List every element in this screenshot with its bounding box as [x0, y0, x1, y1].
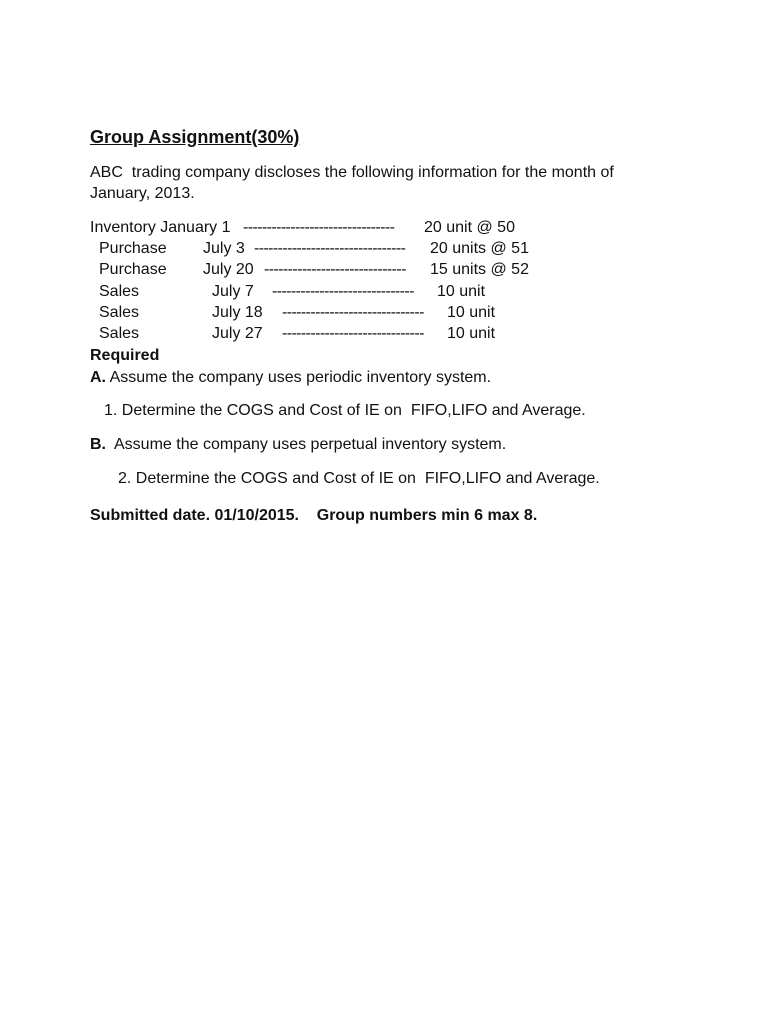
- inventory-row-label: Inventory January 1: [90, 219, 231, 236]
- inventory-row-dashes: ------------------------------: [282, 304, 424, 321]
- question-item-1: 1. Determine the COGS and Cost of IE on FIFO,LIFO and Average.: [104, 402, 586, 419]
- inventory-row-date: July 7: [212, 283, 254, 300]
- inventory-row-label: Sales: [99, 304, 140, 321]
- part-b-text: Assume the company uses perpetual inventory system.: [106, 436, 507, 453]
- part-a-letter: A.: [90, 369, 106, 386]
- inventory-row-date: July 18: [212, 304, 263, 321]
- inventory-row-value: 10 unit: [437, 283, 486, 300]
- inventory-row-dashes: ------------------------------: [264, 261, 406, 278]
- part-a-line: [90, 367, 491, 388]
- inventory-row-dashes: ------------------------------: [282, 325, 424, 342]
- inventory-row-value: 15 units @ 52: [430, 261, 529, 278]
- inventory-row-date: July 20: [203, 261, 254, 278]
- inventory-row-label: Purchase: [99, 261, 167, 278]
- intro-text-line-2: January, 2013.: [90, 185, 195, 202]
- intro-text-line-1: ABC trading company discloses the following information for the month of: [90, 164, 614, 181]
- question-item-2: 2. Determine the COGS and Cost of IE on FIFO,LIFO and Average.: [118, 470, 600, 487]
- inventory-row-label: Sales: [99, 283, 140, 300]
- inventory-row-date: July 3: [203, 240, 245, 257]
- inventory-row-dashes: ------------------------------: [272, 283, 414, 300]
- part-b-line: [90, 434, 506, 455]
- part-a-text: Assume the company uses periodic inventory system.: [106, 369, 492, 386]
- inventory-row-value: 10 unit: [447, 325, 496, 342]
- inventory-row-dashes: --------------------------------: [243, 219, 395, 236]
- inventory-row-label: Purchase: [99, 240, 167, 257]
- inventory-row-value: 10 unit: [447, 304, 496, 321]
- inventory-row-value: 20 unit @ 50: [424, 219, 515, 236]
- inventory-row-label: Sales: [99, 325, 140, 342]
- inventory-row-dashes: --------------------------------: [254, 240, 406, 257]
- required-heading: Required: [90, 347, 160, 364]
- inventory-row-date: July 27: [212, 325, 263, 342]
- submission-footer: Submitted date. 01/10/2015. Group numbers min 6 max 8.: [90, 507, 538, 524]
- part-b-letter: B.: [90, 436, 106, 453]
- assignment-title: Group Assignment(30%): [90, 127, 300, 147]
- inventory-row-value: 20 units @ 51: [430, 240, 529, 257]
